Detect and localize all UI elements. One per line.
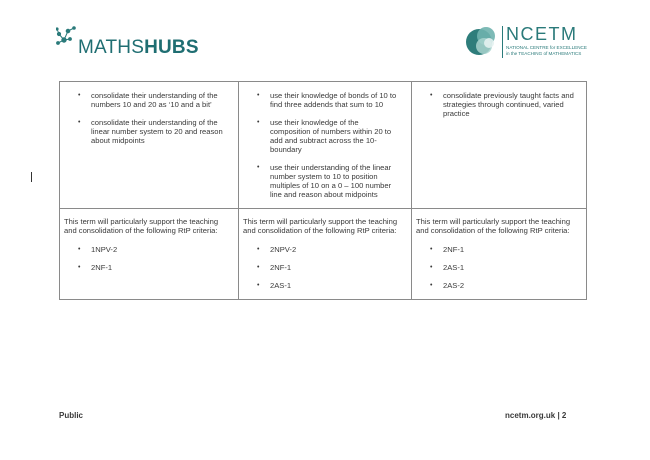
ncetm-circles-icon	[465, 24, 501, 60]
objectives-cell-2	[239, 82, 412, 209]
table-row-objectives	[60, 82, 587, 209]
ncetm-subtitle: NATIONAL CENTRE for EXCELLENCE in the TEACHING of MATHEMATICS	[506, 45, 587, 56]
criteria-intro: This term will particularly support the teaching and consolidation of the following RtP criteria:	[243, 217, 398, 235]
list-item: • consolidate their understanding of the linear number system to 20 and reason about midpoints	[60, 118, 238, 145]
criteria-cell-2	[239, 209, 412, 300]
criteria-item: • 2NF-1	[239, 263, 411, 272]
criteria-item: • 1NPV-2	[60, 245, 238, 254]
list-item: • consolidate previously taught facts and strategies through continued, varied practice	[412, 91, 586, 118]
criteria-intro: This term will particularly support the teaching and consolidation of the following RtP criteria:	[416, 217, 571, 235]
table-row-criteria	[60, 209, 587, 300]
criteria-item: • 2AS-2	[412, 281, 586, 290]
criteria-item: • 2NF-1	[60, 263, 238, 272]
list-item: • use their knowledge of the composition of numbers within 20 to add and subtract across the 10-boundary	[239, 118, 411, 154]
criteria-item: • 2NF-1	[412, 245, 586, 254]
list-item: • use their knowledge of bonds of 10 to find three addends that sum to 10	[239, 91, 411, 109]
text-cursor	[31, 172, 32, 182]
criteria-cell-1	[60, 209, 239, 300]
criteria-intro: This term will particularly support the teaching and consolidation of the following RtP criteria:	[64, 217, 219, 235]
ncetm-title: NCETM	[506, 24, 578, 44]
criteria-cell-3	[412, 209, 587, 300]
criteria-item: • 2NPV-2	[239, 245, 411, 254]
list-item: • consolidate their understanding of the numbers 10 and 20 as ‘10 and a bit’	[60, 91, 238, 109]
list-item: • use their understanding of the linear number system to 10 to position multiples of 10 on a 0 – 100 number line and reason about midpoints	[239, 163, 411, 199]
objectives-cell-3	[412, 82, 587, 209]
curriculum-table	[59, 81, 587, 300]
footer-classification: Public	[59, 411, 84, 420]
footer-page-info: ncetm.org.uk | 2	[505, 411, 567, 420]
maths-hubs-wordmark: MATHSHUBS	[78, 37, 199, 58]
objectives-cell-1	[60, 82, 239, 209]
criteria-item: • 2AS-1	[239, 281, 411, 290]
criteria-item: • 2AS-1	[412, 263, 586, 272]
ncetm-logo	[465, 22, 595, 64]
logo-divider	[502, 26, 503, 58]
maths-hubs-logo	[56, 26, 199, 60]
